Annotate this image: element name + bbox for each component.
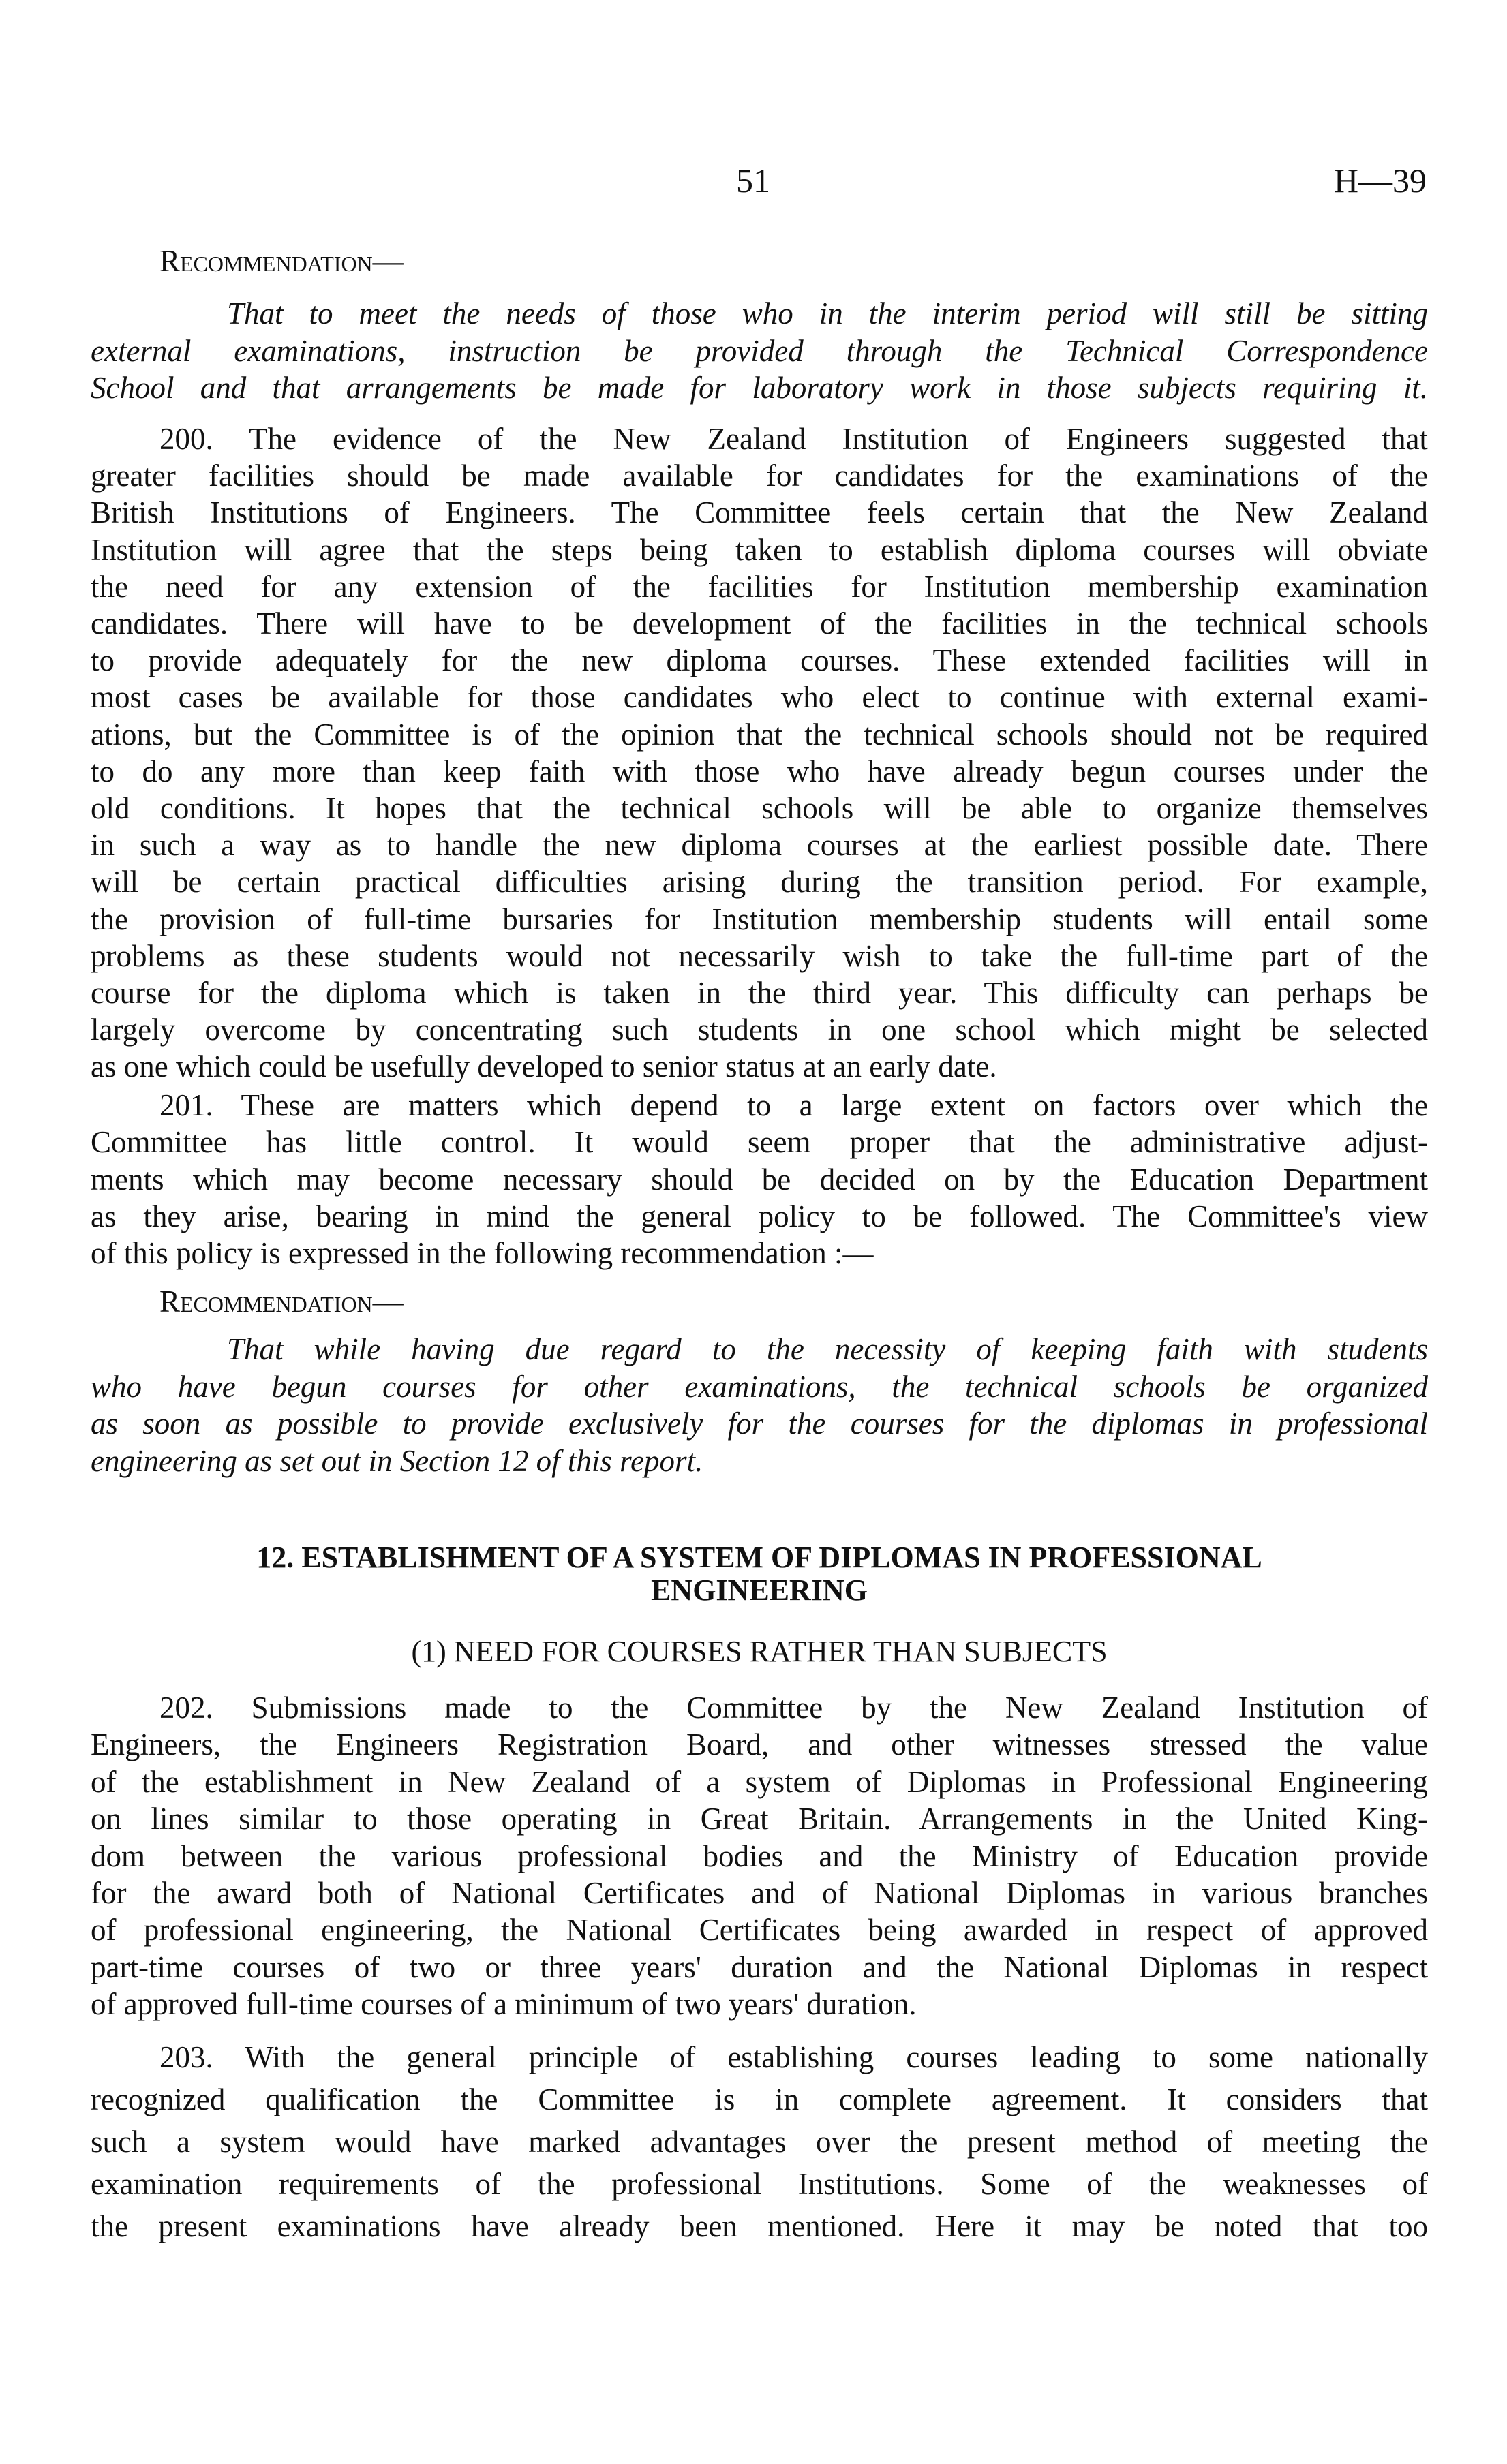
recommendation-text-line: external examinations, instruction be provided through the Technical Correspondence	[91, 334, 1428, 368]
paragraph-203-line: the present examinations have already been mentioned. Here it may be noted that too	[91, 2209, 1428, 2243]
paragraph-201-line: as they arise, bearing in mind the general policy to be followed. The Committee's view	[91, 1199, 1428, 1233]
recommendation-label: Recommendation—	[159, 1284, 404, 1319]
paragraph-200-line: the need for any extension of the facilities for Institution membership examination	[91, 570, 1428, 604]
subsection-heading: (1) NEED FOR COURSES RATHER THAN SUBJECTS	[411, 1635, 1108, 1668]
paragraph-201-line: 201. These are matters which depend to a large extent on factors over which the	[159, 1088, 1428, 1122]
paragraph-200-line: as one which could be usefully developed to senior status at an early date.	[91, 1049, 997, 1083]
paragraph-200-line: most cases be available for those candidates who elect to continue with external exami-	[91, 680, 1428, 714]
paragraph-200-line: largely overcome by concentrating such students in one school which might be selected	[91, 1013, 1428, 1047]
paragraph-201-line: of this policy is expressed in the following recommendation :—	[91, 1236, 874, 1270]
paragraph-200-line: greater facilities should be made available for candidates for the examinations of the	[91, 459, 1428, 493]
paragraph-200-line: old conditions. It hopes that the technical schools will be able to organize themselves	[91, 791, 1428, 825]
paragraph-201-line: ments which may become necessary should be decided on by the Education Department	[91, 1162, 1428, 1197]
paragraph-200-line: in such a way as to handle the new diploma courses at the earliest possible date. There	[91, 828, 1428, 862]
paragraph-202-line: of approved full-time courses of a minimum of two years' duration.	[91, 1987, 917, 2021]
paragraph-200-line: 200. The evidence of the New Zealand Institution of Engineers suggested that	[159, 422, 1428, 456]
paragraph-200-line: problems as these students would not necessarily wish to take the full-time part of the	[91, 939, 1428, 973]
paragraph-203-line: examination requirements of the professional Institutions. Some of the weaknesses of	[91, 2167, 1428, 2201]
paragraph-202-line: of professional engineering, the National Certificates being awarded in respect of approved	[91, 1913, 1428, 1947]
paragraph-200-line: to provide adequately for the new diploma courses. These extended facilities will in	[91, 643, 1428, 677]
recommendation-text-line: School and that arrangements be made for laboratory work in those subjects requiring it.	[91, 371, 1428, 405]
document-reference: H—39	[1333, 161, 1427, 200]
recommendation-text-line: That while having due regard to the necessity of keeping faith with students	[227, 1332, 1428, 1366]
paragraph-202-line: on lines similar to those operating in Great Britain. Arrangements in the United King-	[91, 1802, 1428, 1836]
paragraph-200-line: will be certain practical difficulties arising during the transition period. For example,	[91, 865, 1428, 899]
paragraph-200-line: British Institutions of Engineers. The Committee feels certain that the New Zealand	[91, 495, 1428, 529]
recommendation-text-line: who have begun courses for other examinations, the technical schools be organized	[91, 1370, 1428, 1404]
paragraph-201-line: Committee has little control. It would seem proper that the administrative adjust-	[91, 1125, 1428, 1159]
paragraph-203-line: 203. With the general principle of establishing courses leading to some nationally	[159, 2040, 1428, 2074]
paragraph-202-line: 202. Submissions made to the Committee by the New Zealand Institution of	[159, 1691, 1428, 1725]
paragraph-203-line: such a system would have marked advantages over the present method of meeting the	[91, 2125, 1428, 2159]
paragraph-200-line: Institution will agree that the steps being taken to establish diploma courses will obviate	[91, 533, 1428, 567]
paragraph-200-line: course for the diploma which is taken in the third year. This difficulty can perhaps be	[91, 976, 1428, 1010]
paragraph-200-line: ations, but the Committee is of the opinion that the technical schools should not be required	[91, 718, 1428, 752]
recommendation-text-line: That to meet the needs of those who in the interim period will still be sitting	[227, 296, 1428, 330]
recommendation-text-line: as soon as possible to provide exclusively for the courses for the diplomas in professional	[91, 1406, 1428, 1441]
paragraph-202-line: of the establishment in New Zealand of a system of Diplomas in Professional Engineering	[91, 1765, 1428, 1799]
paragraph-200-line: to do any more than keep faith with those who have already begun courses under the	[91, 754, 1428, 788]
recommendation-label: Recommendation—	[159, 244, 404, 278]
paragraph-202-line: dom between the various professional bodies and the Ministry of Education provide	[91, 1839, 1428, 1873]
paragraph-202-line: for the award both of National Certificates and of National Diplomas in various branches	[91, 1876, 1428, 1910]
section-heading-line: 12. ESTABLISHMENT OF A SYSTEM OF DIPLOMAS IN PROFESSIONAL	[256, 1541, 1262, 1574]
paragraph-200-line: the provision of full-time bursaries for Institution membership students will entail some	[91, 902, 1428, 936]
paragraph-202-line: Engineers, the Engineers Registration Board, and other witnesses stressed the value	[91, 1727, 1428, 1761]
paragraph-200-line: candidates. There will have to be development of the facilities in the technical schools	[91, 606, 1428, 641]
page-number: 51	[736, 161, 770, 200]
recommendation-text-line: engineering as set out in Section 12 of this report.	[91, 1444, 703, 1478]
section-heading-line: ENGINEERING	[651, 1573, 868, 1607]
paragraph-202-line: part-time courses of two or three years' duration and the National Diplomas in respect	[91, 1950, 1428, 1984]
paragraph-203-line: recognized qualification the Committee is in complete agreement. It considers that	[91, 2082, 1428, 2116]
